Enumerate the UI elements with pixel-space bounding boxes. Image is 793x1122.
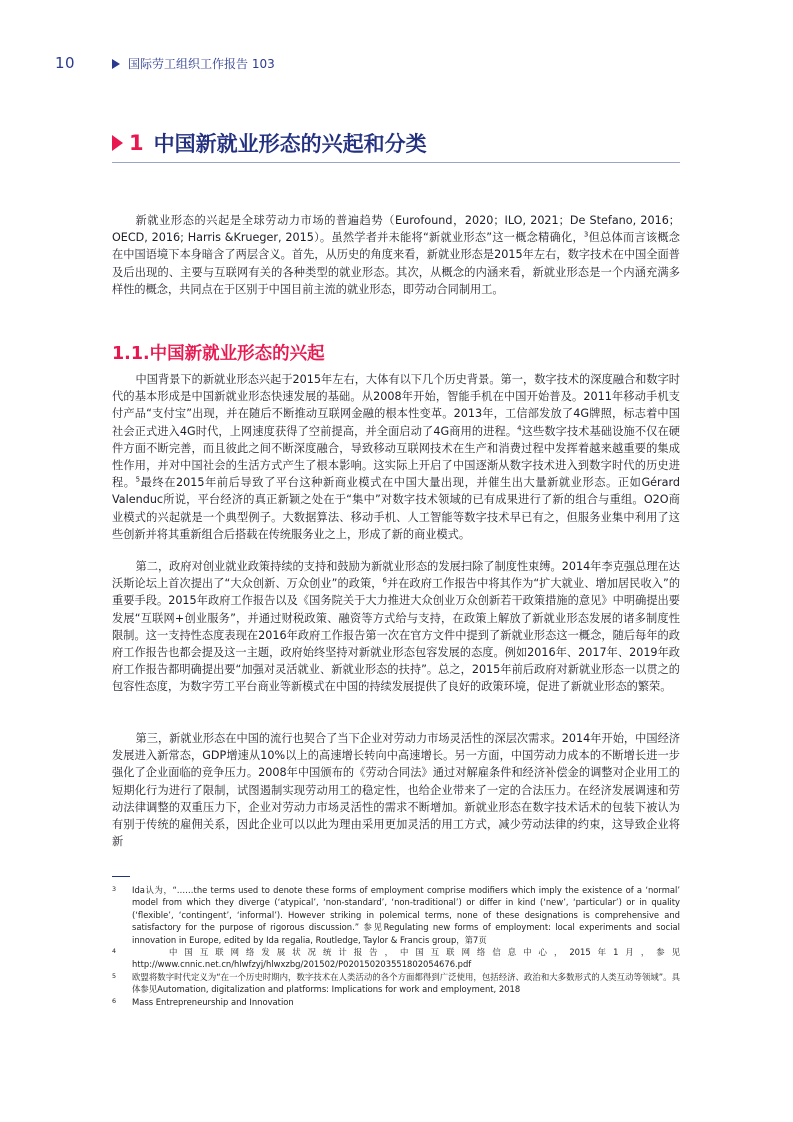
paragraph-text: 中国背景下的新就业形态兴起于2015年左右，大体有以下几个历史背景。第一，数字技术的深度融合和数字时代的基本形成是中国新就业形态快速发展的基础。从2008年开始，智能手机在中国开始普及。2011年移动手机支付产品“支付宝”出现，并在随后不断推动互联网金融的根本性变革。2013年，工信部发放了4G牌照，标志着中国社会正式进入4G时代，上网速度获得了空前提高，并全面启动了4G商用的进程。	[112, 373, 680, 438]
footnote-marker: 3	[112, 885, 117, 893]
triangle-bullet-icon	[112, 59, 120, 69]
page-number: 10	[55, 54, 76, 72]
paragraph-text: 并在政府工作报告中将其作为“扩大就业、增加居民收入”的重要手段。2015年政府工作报告以及《国务院关于大力推进大众创业万众创新若干政策措施的意见》中明确提出要发展“互联网+创业服务”，并通过财税政策、融资等方式给与支持，在政策上解放了新就业形态发展的诸多制度性限制。这一支持性态度表现在2016年政府工作报告第一次在官方文件中提到了新就业形态这一概念，随后每年的政府工作报告也都会提及这一主题，政府始终坚持对新就业形态包容发展的态度。例如2016年、2017年、2019年政府工作报告都明确提出要“加强对灵活就业、新就业形态的扶持”。总之，2015年前后政府对新就业形态一以贯之的包容性态度，为数字劳工平台商业等新模式在中国的持续发展提供了良好的政策环境，促进了新就业形态的繁荣。	[112, 577, 681, 694]
paragraph-text: 最终在2015年前后导致了平台这种新商业模式在中国大量出现，并催生出大量新就业形态。正如Gérard Valenduc所说，平台经济的真正新颖之处在于“集中”对数字技术领域的已有成果进行了新的组合与重组。O2O商业模式的兴起就是一个典型例子。大数据算法、移动手机、人工智能等数字技术早已有之，但服务业集中利用了这些创新并将其重新组合后搭载在传统服务业之上，形成了新的商业模式。	[112, 476, 680, 541]
footnote-text: Ida认为，“……the terms used to denote these forms of employment comprise modifiers which imply the existence of a ‘normal’ model from which they diverge (‘atypical’, ‘non-standard’, ‘non-traditional’) or differ in kind (‘new’, ‘particular’) or in quality (‘flexible’, ‘contingent’, ‘informal’). However striking in polemical terms, none of these designations is comprehensive and satisfactory for the purpose of rigorous discussion.” 参见Regulating new forms of employment: local experiments and social innovation in Europe, edited by Ida regalia, Routledge, Taylor & Francis group，第7页	[132, 885, 680, 945]
paragraph-text: 第二，政府对创业就业政策持续的支持和鼓励为新就业形态的发展扫除了制度性束缚。2014年李克强总理在达沃斯论坛上首次提出了“大众创新、万众创业”的政策，	[112, 560, 680, 591]
running-header	[112, 55, 275, 72]
body-paragraph-3	[112, 730, 680, 850]
paragraph-text: 但总体而言该概念在中国语境下本身暗含了两层含义。首先，从历史的角度来看，新就业形态是2015年左右，数字技术在中国全面普及后出现的、主要与互联网有关的各种类型的就业形态。其次，从概念的内涵来看，新就业形态是一个内涵充满多样性的概念，共同点在于区别于中国目前主流的就业形态，即劳动合同制用工。	[112, 231, 680, 296]
footnote-text: 中国互联网络发展状况统计报告，中国互联网络信息中心，2015年1月，参见http://www.cnnic.net.cn/hlwfzyj/hlwxzbg/201502/P020150203551802054676.pdf	[132, 947, 680, 970]
section-heading: 1.1.中国新就业形态的兴起	[112, 344, 325, 364]
footnote-marker: 6	[112, 996, 117, 1005]
footnote	[112, 884, 680, 946]
footnote-text: 欧盟将数字时代定义为“在一个历史时期内，数字技术在人类活动的各个方面都得到广泛使用，包括经济、政治和大多数形式的人类互动等领域”。具体参见Automation, digitalization and platforms: Implications for work and employment, 2018	[132, 971, 680, 995]
footnote-ref[interactable]: 5	[135, 475, 141, 484]
paragraph-text: 新就业形态的兴起是全球劳动力市场的普遍趋势（Eurofound，2020；ILO, 2021；De Stefano, 2016；OECD, 2016; Harris &Krueger, 2015）。虽然学者并未能将“新就业形态”这一概念精确化，	[112, 214, 680, 245]
footnote-divider	[112, 876, 130, 877]
footnote-marker: 4	[112, 947, 117, 956]
footnote-marker: 5	[112, 971, 117, 980]
body-paragraph-1	[112, 371, 680, 543]
footnote-ref[interactable]: 6	[382, 576, 387, 585]
paragraph-text: 第三，新就业形态在中国的流行也契合了当下企业对劳动力市场灵活性的深层次需求。2014年开始，中国经济发展进入新常态，GDP增速从10%以上的高速增长转向中高速增长。另一方面，中国劳动力成本的不断增长进一步强化了企业面临的竞争压力。2008年中国颁布的《劳动合同法》通过对解雇条件和经济补偿金的调整对企业用工的短期化行为进行了限制，试图遏制实现劳动用工的稳定性，也给企业带来了一定的合法压力。在经济发展调速和劳动法律调整的双重压力下，企业对劳动力市场灵活性的需求不断增加。新就业形态在数字技术话术的包装下被认为有别于传统的雇佣关系，因此企业可以以此为理由采用更加灵活的用工方式，减少劳动法律的约束，这导致企业将新	[112, 732, 680, 849]
chapter-title: 中国新就业形态的兴起和分类	[153, 132, 427, 156]
chapter-number: 1	[129, 131, 144, 155]
running-title: 国际劳工组织工作报告 103	[128, 57, 275, 71]
triangle-bullet-icon	[112, 135, 123, 151]
footnote-ref[interactable]: 4	[517, 423, 522, 432]
intro-paragraph	[112, 212, 680, 298]
paragraph-text: 这些数字技术基础设施不仅在硬件方面不断完善，而且彼此之间不断深度融合，导致移动互联网技术在生产和消费过程中发挥着越来越重要的集成性作用，并对中国社会的生活方式产生了根本影响。这实际上开启了中国逐渐从数字技术进入到数字时代的历史进程。	[112, 424, 680, 490]
chapter-heading	[112, 128, 427, 158]
footnote	[112, 946, 680, 971]
footnote-ref[interactable]: 3	[583, 230, 589, 239]
footnote-text: Mass Entrepreneurship and Innovation	[132, 996, 294, 1007]
footnote	[112, 996, 680, 1008]
footnotes	[112, 884, 680, 1008]
chapter-divider	[112, 162, 680, 163]
body-paragraph-2	[112, 558, 680, 696]
footnote	[112, 971, 680, 996]
